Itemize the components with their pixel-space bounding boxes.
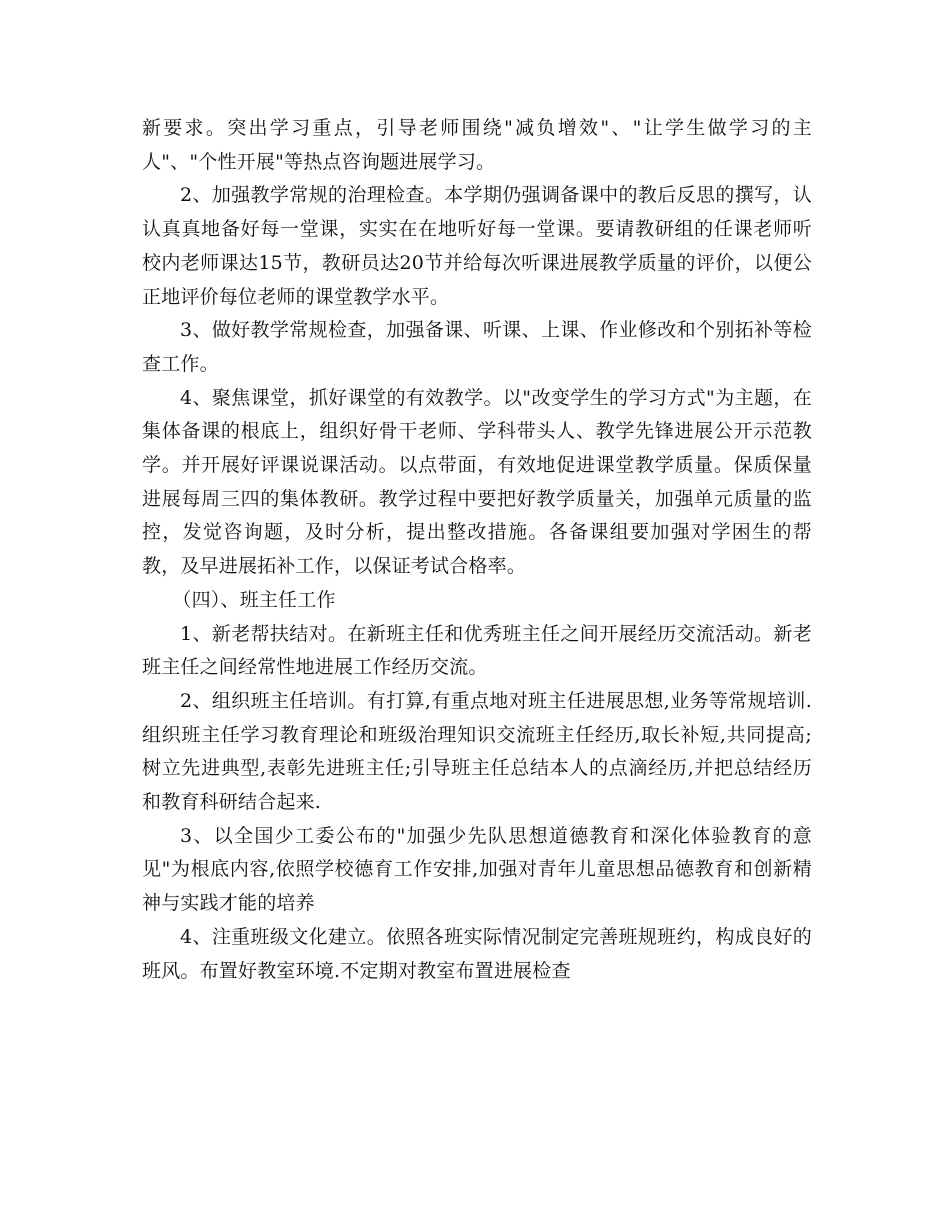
paragraph-item-2-training: 2、组织班主任培训。有打算,有重点地对班主任进展思想,业务等常规培训.组织班主任学习教育理论和班级治理知识交流班主任经历,取长补短,共同提高;树立先进典型,表彰先进班主任;引导班主任总结本人的点滴经历,并把总结经历和教育科研结合起来. — [142, 689, 812, 814]
paragraph-item-3-moral-education: 3、以全国少工委公布的"加强少先队思想道德教育和深化体验教育的意见"为根底内容,依照学校德育工作安排,加强对青年儿童思想品德教育和创新精神与实践才能的培养 — [142, 824, 812, 915]
section-heading-class-teacher-work: （四）、班主任工作 — [172, 588, 336, 611]
paragraph-item-4-classroom-focus: 4、聚焦课堂，抓好课堂的有效教学。以"改变学生的学习方式"为主题，在集体备课的根底上，组织好骨干老师、学科带头人、教学先锋进展公开示范教学。并开展好评课说课活动。以点带面，有效地促进课堂教学质量。保质保量进展每周三四的集体教研。教学过程中要把好教学质量关，加强单元质量的监控，发觉咨询题，及时分析，提出整改措施。各备课组要加强对学困生的帮教，及早进展拓补工作，以保证考试合格率。 — [142, 386, 812, 578]
document-body — [142, 112, 812, 988]
paragraph-intro-continuation: 新要求。突出学习重点，引导老师围绕"减负增效"、"让学生做学习的主人"、"个性开展"等热点咨询题进展学习。 — [142, 117, 812, 173]
paragraph-item-3-routine-check: 3、做好教学常规检查，加强备课、听课、上课、作业修改和个别拓补等检查工作。 — [142, 319, 812, 375]
paragraph-item-1-mentoring: 1、新老帮扶结对。在新班主任和优秀班主任之间开展经历交流活动。新老班主任之间经常性地进展工作经历交流。 — [142, 622, 812, 679]
paragraph-item-2-teaching-routine: 2、加强教学常规的治理检查。本学期仍强调备课中的教后反思的撰写，认认真真地备好每一堂课，实实在在地听好每一堂课。要请教研组的任课老师听校内老师课达15节，教研员达20节并给每次听课进展教学质量的评价，以便公正地评价每位老师的课堂教学水平。 — [142, 184, 812, 308]
paragraph-item-4-class-culture: 4、注重班级文化建立。依照各班实际情况制定完善班规班约，构成良好的班风。布置好教室环境.不定期对教室布置进展检查 — [142, 925, 812, 982]
